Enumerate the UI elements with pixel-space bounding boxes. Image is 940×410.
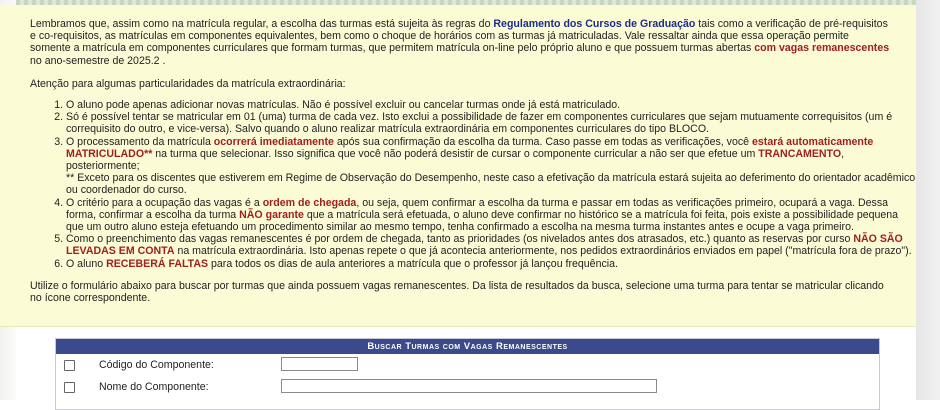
rule-6-emphasis-1: RECEBERÁ FALTAS [106, 257, 209, 270]
intro-paragraph [30, 18, 890, 67]
codigo-checkbox[interactable] [64, 360, 75, 371]
rule-3-note: ** Exceto para os discentes que estiverem em Regime de Observação do Desempenho, neste caso a efetivação da matrícula estará sujeita ao deferimento do orientador acadêmico ou coordenador do curso. [66, 172, 916, 197]
nome-checkbox[interactable] [64, 382, 75, 393]
rule-6-text-1: O aluno [66, 257, 107, 270]
regulamento-link[interactable]: Regulamento dos Cursos de Graduação [493, 18, 696, 30]
nome-row [56, 376, 879, 398]
codigo-row [56, 354, 879, 376]
right-gutter [916, 0, 940, 400]
rule-1-text: O aluno pode apenas adicionar novas matrículas. Não é possível excluir ou cancelar turmas onde já está matriculado. [66, 99, 621, 112]
rule-3-text-4: , posteriormente; [66, 147, 845, 173]
rule-item-1 [66, 99, 916, 111]
search-form-caption: Buscar Turmas com Vagas Remanescentes [56, 339, 879, 354]
codigo-input[interactable] [281, 357, 358, 371]
codigo-label: Código do Componente: [99, 359, 214, 371]
rule-3-text-2: após sua confirmação da escolha da turma. Caso passe em todas as verificações, você [333, 135, 753, 148]
rule-item-3 [66, 136, 916, 197]
rule-3-emphasis-3: TRANCAMENTO [758, 147, 842, 160]
usage-paragraph: Utilize o formulário abaixo para buscar por turmas que ainda possuem vagas remanescentes. Da lista de resultados da busca, selecione uma turma para tentar se matricular clicando no ícone correspondente. [30, 279, 884, 305]
rules-list [30, 99, 916, 270]
rule-2-text: Só é possível tentar se matricular em 01 (uma) turma de cada vez. Isto exclui a possibilidade de fazer em componentes curriculares que sejam mutuamente correquisitos (um é correquisito do outro, e vice-versa). Salvo quando o aluno realizar matrícula extraordinária em componentes curriculares do tipo BLOCO. [66, 111, 893, 136]
rule-3-text-3: na turma que selecionar. Isso significa que você não poderá desistir de cursar o componente curricular a não ser que efetue um [152, 147, 759, 160]
rule-4-text-1: O critério para a ocupação das vagas é a [66, 196, 263, 209]
rule-4-text-3: que a matrícula será efetuada, o aluno deve confirmar no histórico se a matrícula foi feita, pois existe a possibilidade pequena que um outro aluno esteja efetuando um procedimento similar ao mesmo tempo, tenha confirmado a escolha na mesma turma instantes antes e ocupe a vaga primeiro. [66, 208, 899, 234]
rule-4-emphasis-2: NÃO garante [239, 208, 304, 221]
rule-5-text-2: na matrícula extraordinária. Isto apenas repete o que já acontecia anteriormente, nos pedidos extraordinários enviados em papel ("matrícula fora de prazo"). [174, 245, 912, 258]
rule-3-emphasis-1: ocorrerá imediatamente [213, 135, 334, 148]
nome-input[interactable] [281, 379, 657, 393]
rule-4-emphasis-1: ordem de chegada [262, 196, 357, 209]
attention-heading: Atenção para algumas particularidades da matrícula extraordinária: [30, 77, 346, 90]
search-form [55, 338, 880, 410]
rule-5-emphasis-1: NÃO SÃO LEVADAS EM CONTA [66, 233, 903, 258]
rule-item-5 [66, 233, 916, 257]
intro-text-1: Lembramos que, assim como na matrícula regular, a escolha das turmas está sujeita às regras do [30, 18, 494, 30]
rule-4-text-2: , ou seja, quem confirmar a escolha da turma e passar em todas as verificações primeiro, ocupará a vaga. Dessa forma, confirmar a escolha da turma [66, 196, 889, 221]
vagas-remanescentes-emphasis: com vagas remanescentes [754, 42, 890, 55]
rule-item-6 [66, 258, 916, 270]
rule-item-4 [66, 197, 916, 234]
rule-3-emphasis-2: estará automaticamente MATRICULADO** [66, 135, 874, 160]
intro-text-2: tais como a verificação de pré-requisitos e co-requisitos, as matrículas em componentes equivalentes, bem como o choque de horários com as turmas já matriculadas. Vale ressaltar ainda que essa operação permite somente a matrícula em componentes curriculares que formam turmas, que permitem matrícula on-line pelo próprio aluno e que possuem turmas abertas [30, 18, 888, 55]
nome-label: Nome do Componente: [99, 381, 209, 393]
notice-box [0, 5, 916, 327]
rule-5-text-1: Como o preenchimento das vagas remanescentes é por ordem de chegada, tanto as prioridades (os nivelados antes dos atrasados, etc.) quanto as reservas por curso [66, 233, 854, 246]
rule-item-2 [66, 111, 916, 135]
rule-3-text-1: O processamento da matrícula [66, 135, 214, 148]
rule-6-text-2: para todos os dias de aula anteriores a matrícula que o professor já lançou frequência. [208, 257, 618, 270]
intro-text-3: no ano-semestre de 2025.2 . [30, 54, 166, 67]
